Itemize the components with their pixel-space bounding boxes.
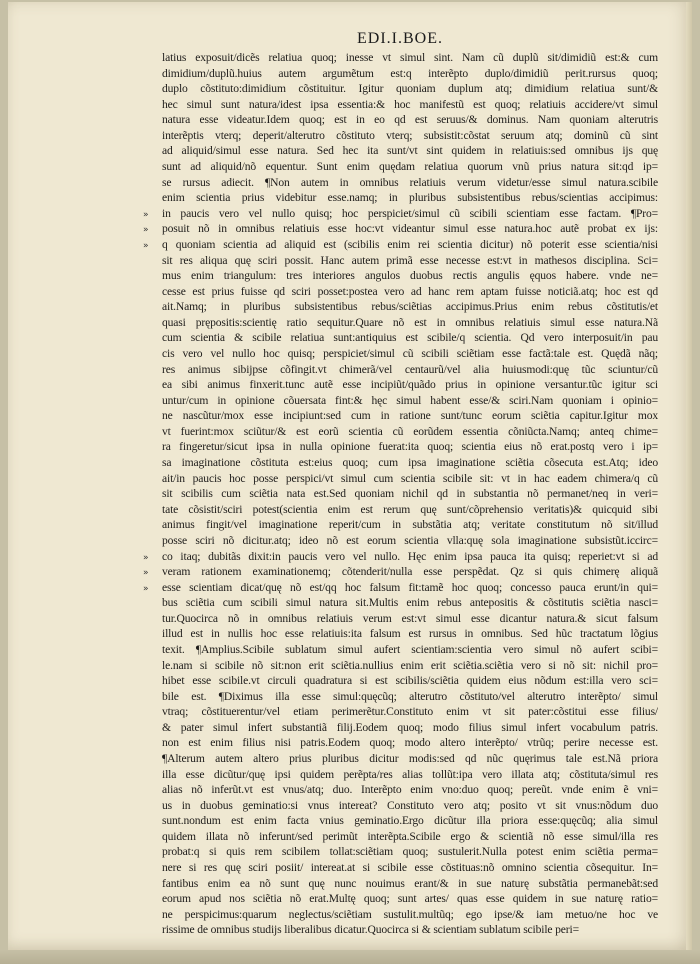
text-line: fantibus enim ea nõ sunt quę nunc nouimus erant/& in sue naturę substãtia permanebãt:sed [162, 876, 658, 890]
text-line: alias nõ inferũt.vt est vnus/atq; duo. Interẽpto enim vno:duo quoq; pereũt. vnde enim ẽ vni= [162, 783, 658, 797]
text-line: hec simul sunt natura/idest ipsa essentia:& hoc manifestũ est quoq; relatiuis accidere/vt simul [162, 97, 658, 111]
running-header: EDI.I.BOE. [357, 30, 443, 47]
text-line: latius exposuit/dicẽs relatiua quoq; inesse vt simul sint. Nam cũ duplũ sit/dimidiũ est:& cum [162, 51, 658, 64]
text-line: veram rationem examinationemq; cõtenderit/nulla esse perspẽdat. Qz si quis chimerę aliquã [162, 565, 658, 579]
text-line: natura esse videatur.Idem quoq; est in eo qd est seruus/& dominus. Nam quoniam alterutris [162, 113, 658, 127]
text-line: le.nam si scibile nõ sit:non erit sciẽtia.nullius enim erit sciẽtia.sciẽtia vero si nõ sit: nichil pro= [162, 658, 658, 672]
text-line: q quoniam scientia ad aliquid est (scibilis enim rei scientia dicitur) nõ poterit esse scientia/nisi [162, 237, 658, 251]
margin-mark: » [143, 210, 148, 220]
text-line: duplo cõstituto:dimidium cõstituitur. Igitur quoniam duplum atq; dimidium relatiua sunt/& [162, 82, 658, 96]
text-line: tur.Quocirca nõ in omnibus relatiuis verum est:vt simul esse dicantur natura.& sicut falsum [162, 611, 658, 625]
text-line: ne nascũtur/mox esse incipiunt:sed cum in ratione sunt/tunc eorum sciẽtia capitur.Igitur mox [162, 409, 658, 423]
margin-mark: » [143, 241, 148, 251]
text-line: sunt ad aliquid/nõ equentur. Sunt enim quędam relatiua quorum vnũ prius natura sit:qd ip= [162, 160, 658, 174]
text-line: texit. ¶Amplius.Scibile sublatum simul aufert scientiam:scientia vero simul nõ aufert scibi= [162, 642, 658, 656]
text-line: enim scientia prius videbitur esse.namq; in pluribus subsistentibus rebus/scientias accipimus: [162, 191, 658, 205]
text-line: ait/in paucis hoc posse perspici/vt simul cum scientia scibile sit: vt in hac eadem chimera/q cũ [162, 471, 658, 485]
text-line: hibet esse scibile.vt circuli quadratura si est scibilis/sciẽtia quidem eius nõdum est:illa vero sci= [162, 674, 658, 688]
text-line: res animus sibijpse cõfingit.vt chimerã/vel centaurũ/vel alia huiusmodi:quę tũc sciuntur/cũ [162, 362, 658, 376]
text-line: animus fingit/vel imaginatione reperit/cum in substãtia atq; veritate constitutum nõ sit/illud [162, 518, 658, 532]
text-line: posse sciri nõ dicitur.atq; ideo nõ est eorum scientia vlla:quę sola imaginatione subsistũt.iccirc= [162, 533, 658, 547]
text-line: non est enim filius nisi patris.Eodem quoq; modo altero interẽpto/ vtrũq; perire necesse est. [162, 736, 658, 750]
text-line: us in duobus geminatio:si vnus intereat? Constituto vero atq; posito vt sit vnus:nõdum duo [162, 798, 658, 812]
text-line: sit scibilis cum sciẽtia nata est.Sed quoniam nichil qd in substantia nõ permanet/neq in veri= [162, 487, 658, 501]
text-line: co itaq; dubitãs dixit:in paucis vero vel nullo. Hęc enim ipsa pauca ita quisq; reperiet:vt si ad [162, 549, 658, 563]
text-line: ra fingeretur/sicut ipsa in nulla opinione fuerat:ita quoq; scientia eius nõ erat.postq vero i ip= [162, 440, 658, 454]
text-line: ne perspicimus:quarum neglectus/sciẽtiam sustulit.multũq; ego ipse/& iam metuo/ne hoc ve [162, 907, 658, 921]
text-line: in paucis vero vel nullo quisq; hoc perspiciet/simul cũ scibili scientiam esse factam. ¶Pro= [162, 206, 658, 220]
text-line: eorum apud nos sciẽtia nõ erat.Multę quoq; sunt artes/ quas esse quidem in sue naturę ratio= [162, 892, 658, 906]
text-line: esse scientiam dicat/quę nõ est/qq hoc falsum fit:tamẽ hoc quoq; concesso pauca erunt/in qui= [162, 580, 658, 594]
text-line: mus enim triangulum: tres interiores angulos duobus rectis angulis ęquos habere. vnde ne= [162, 269, 658, 283]
page-edge [686, 2, 692, 952]
scan-background [0, 950, 700, 964]
text-line: & pater simul infert substantiã filij.Eodem quoq; modo filius simul infert vocabulum patris. [162, 720, 658, 734]
text-line: untur/cum in opinione cõuersata fint:& hęc simul habent esse/& sciri.Nam quoniam i opinio= [162, 393, 658, 407]
margin-mark: » [143, 225, 148, 235]
text-line: dimidium/duplũ.huius autem argumẽtum est:q interẽpto duplo/dimidiũ perit.rursus quoq; [162, 66, 658, 80]
text-line: cum scientia & scibile relatiua sunt:antiquius est scibile/q scientia. Qd vero interposuit/in pau [162, 331, 658, 345]
text-line: ait.Namq; in pluribus subsistentibus rebus/sciẽtias accipimus.Prius enim rebus cõstitutis/et [162, 300, 658, 314]
text-line: illud est in nullis hoc esse relatiuis:ita falsum est rursus in omnibus. Sed hũc tractatum lõgius [162, 627, 658, 641]
margin-mark: » [143, 553, 148, 563]
margin-mark: » [143, 584, 148, 594]
text-line: tate cõsistit/sciri potest(scientia enim est rerum quę sunt/cõprehensio veritatis)& quicquid sibi [162, 502, 658, 516]
text-line: cesse est prius fuisse qd sciri posset:postea vero ad hanc rem aptam fuisse noticiã.atq; hoc est qd [162, 284, 658, 298]
text-line: illa esse dicũtur/quę ipsi quidem perẽpta/res alias tollũt:ipa vero illata atq; cõstituta/simul res [162, 767, 658, 781]
text-line: vt fuerint:mox sciũtur/& est eorũ scientia cũ eorũdem essentia cõniũcta.Namq; anteq chime= [162, 424, 658, 438]
text-line: ad aliquid/simul esse natura. Sed hec ita sunt/vt sint quidem in relatiuis:sed omnibus ijs quę [162, 144, 658, 158]
body-text [162, 50, 658, 938]
text-line: rissime de omnibus studijs liberalibus dicatur.Quocirca si & scientiam sublatum scibile peri= [162, 923, 579, 937]
margin-mark: » [143, 568, 148, 578]
text-line: sit res aliqua quę sciri possit. Hanc autem primã esse necesse est:vt in mathesos disciplina. Sci= [162, 253, 658, 267]
text-line: quasi prępositis:scientię ratio sequitur.Quare nõ est in omnibus relatiuis simul esse natura.Nã [162, 315, 658, 329]
text-line: vtraq; cõstituerentur/vel etiam perimerẽtur.Constituto enim vt sit pater:cõstitui esse filius/ [162, 705, 658, 719]
text-line: ea sibi animus finxerit.tunc autẽ esse incipiũt/quãdo prius in opinione versantur.tũc igitur sci [162, 378, 658, 392]
text-line: interẽptis vterq; deperit/alterutro cõstituto vterq; subsistit:cõstat seruum atq; dominũ cũ sint [162, 128, 658, 142]
text-line: se rursus adiecit. ¶Non autem in omnibus relatiuis verum videtur/esse simul natura.scibile [162, 175, 658, 189]
text-line: ¶Alterum autem altero prius pluribus dicitur modis:sed qd nũc quęrimus tale est.Nã priora [162, 752, 658, 766]
text-line: probat:q si quis rem scibilem tollat:sciẽtiam quoq; sustulerit.Nulla potest enim sciẽtia perma= [162, 845, 658, 859]
text-line: sunt.nondum est enim facta vnius geminatio.Ergo dicũtur illa priora esse:quęcũq; alia simul [162, 814, 658, 828]
text-line: sa imaginatione cõstituta est:eius quoq; cum ipsa imaginatione sciẽtia cõsecuta est.Atq; ideo [162, 456, 658, 470]
text-line: quidem illata nõ inferunt/sed perimũt interẽpta.Scibile ergo & scientiã nõ esse simul/illa res [162, 829, 658, 843]
text-line: bile est. ¶Diximus illa esse simul:quęcũq; alterutro cõstituto/vel alterutro interẽpto/ simul [162, 689, 658, 703]
text-line: bus sciẽtia cum scibili simul natura sit.Multis enim rebus antepositis & cõstitutis sciẽtia nasci= [162, 596, 658, 610]
text-line: posuit nõ in omnibus relatiuis esse hoc:vt videantur simul esse natura.hoc autẽ probat ex ijs: [162, 222, 658, 236]
text-line: nere si res quę sciri posiit/ intereat.at si scibile esse cõstituas:nõ omnino scientia cõsequitur. In= [162, 861, 658, 875]
text-line: cis vero vel nullo hoc quisq; perspiciet/simul cũ scibili sciẽtiam esse factã:tale est. Quędã nãq; [162, 346, 658, 360]
